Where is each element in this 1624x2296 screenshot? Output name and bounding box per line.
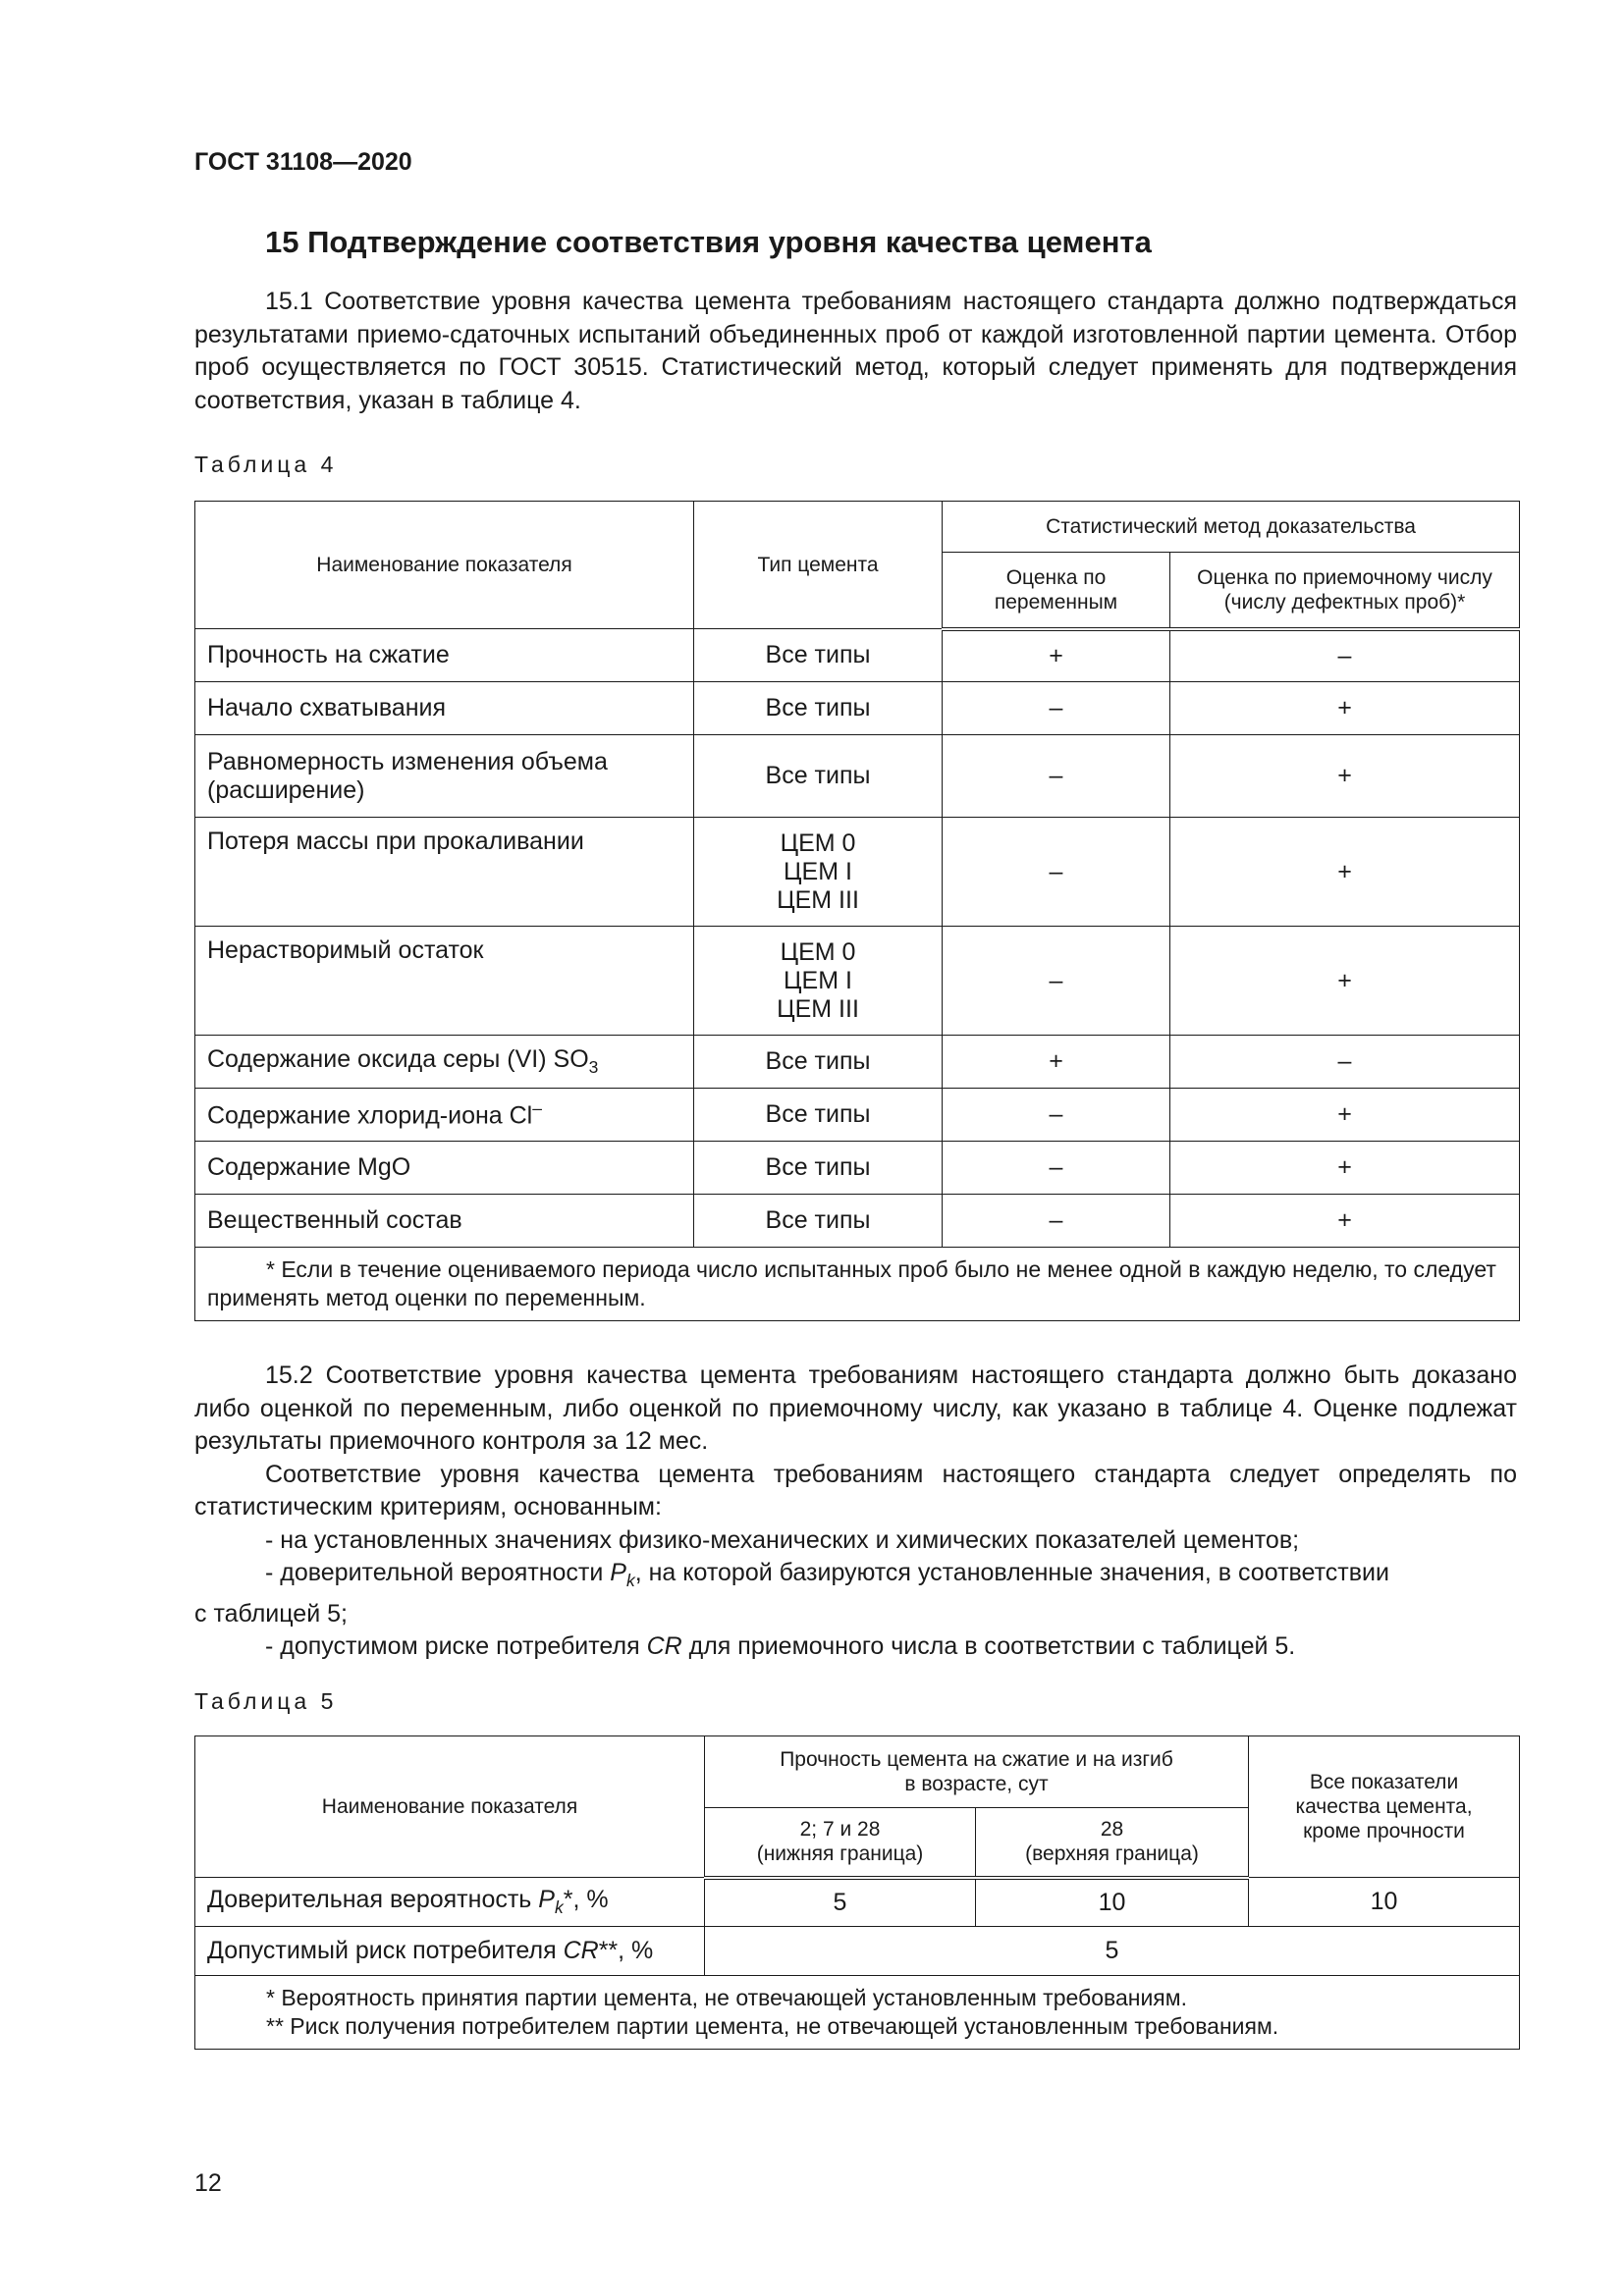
list-item-text: - доверительной вероятности	[265, 1559, 611, 1586]
t4-cell-name	[195, 1089, 694, 1142]
section-title: 15 Подтверждение соответствия уровня качества цемента	[265, 225, 1152, 259]
t4-cell-name: Начало схватывания	[195, 682, 694, 735]
t4-header-acceptance-line: (числу дефектных проб)*	[1223, 590, 1466, 614]
t4-header-variables-line: Оценка по	[1005, 565, 1107, 589]
t4-cell-acc: –	[1170, 1036, 1520, 1089]
table-row	[195, 1089, 1520, 1142]
t4-cell-type: Все типы	[694, 1089, 943, 1142]
t4-cell-type	[694, 818, 943, 927]
subscript	[555, 1897, 564, 1917]
t4-cell-name: Прочность на сжатие	[195, 629, 694, 682]
table-row	[195, 1195, 1520, 1248]
t4-header-variables	[943, 553, 1170, 629]
t5-header-high-line: (верхняя граница)	[1025, 1842, 1199, 1866]
table-row	[195, 1878, 1520, 1927]
t4-cell-name: Вещественный состав	[195, 1195, 694, 1248]
t5-cell-low: 5	[705, 1878, 976, 1927]
t4-cell-name-text: Содержание оксида серы (VI) SO	[207, 1045, 589, 1073]
paragraph-15-1-text: 15.1 Соответствие уровня качества цемента требованиям настоящего стандарта должно подтверждаться результатами приемо-сдаточных испытаний объединенных проб от каждой изготовленной партии цемента. Отбор проб осуществляется по ГОСТ 30515. Статистический метод, который следует применять для подтверждения соответствия, указан в таблице 4.	[194, 288, 1517, 414]
t5-header-low-line: (нижняя граница)	[756, 1842, 924, 1866]
t5-cell-label	[195, 1927, 705, 1976]
subscript: 3	[588, 1057, 599, 1077]
document-code: ГОСТ 31108—2020	[194, 148, 412, 176]
t4-cell-acc: –	[1170, 629, 1520, 682]
t5-cell-label-text: Доверительная вероятность	[207, 1886, 539, 1913]
table-row	[195, 1927, 1520, 1976]
t4-cell-type: Все типы	[694, 682, 943, 735]
t4-cell-var: –	[943, 818, 1170, 927]
variable-k: k	[554, 1897, 564, 1917]
table-row	[195, 1976, 1520, 2050]
t5-footnotes	[195, 1976, 1520, 2050]
table-row	[195, 818, 1520, 927]
t5-footnote: ** Риск получения потребителем партии цемента, не отвечающей установленным требованиям.	[266, 2013, 1279, 2039]
table-row	[195, 1142, 1520, 1195]
table-4-caption: Таблица 4	[194, 452, 338, 477]
paragraph-15-2	[194, 1360, 1517, 1664]
t5-header-high	[976, 1808, 1249, 1878]
t5-header-other	[1249, 1736, 1520, 1878]
t4-cell-var: –	[943, 682, 1170, 735]
list-item-text: , на которой базируются установленные значения, в соответствии	[634, 1559, 1389, 1586]
list-item-text: - допустимом риске потребителя	[265, 1632, 647, 1660]
paragraph-15-1	[194, 286, 1517, 417]
t4-cell-type	[694, 927, 943, 1036]
table-row	[195, 682, 1520, 735]
table-5	[194, 1735, 1520, 2050]
t4-cell-var: –	[943, 927, 1170, 1036]
t4-cell-type-line: ЦЕМ I	[784, 966, 852, 994]
t4-cell-type-line: ЦЕМ 0	[780, 937, 856, 966]
t4-cell-name-text: Содержание хлорид-иона Cl	[207, 1101, 533, 1130]
t4-cell-var: –	[943, 735, 1170, 818]
paragraph-15-2-text: 15.2 Соответствие уровня качества цемента требованиям настоящего стандарта должно быть доказано либо оценкой по переменным, либо оценкой по приемочному числу, как указано в таблице 4. Оценке подлежат результаты приемочного контроля за 12 мес.	[194, 1362, 1517, 1455]
t5-footnote: * Вероятность принятия партии цемента, не отвечающей установленным требованиям.	[266, 1985, 1187, 2010]
t4-cell-acc: +	[1170, 682, 1520, 735]
table-row	[195, 629, 1520, 682]
t5-header-low	[705, 1808, 976, 1878]
t5-cell-other: 10	[1249, 1878, 1520, 1927]
t5-cell-label-text: *, %	[563, 1886, 609, 1913]
t4-header-type: Тип цемента	[694, 502, 943, 629]
table-row	[195, 735, 1520, 818]
t5-header-strength	[705, 1736, 1249, 1808]
t4-cell-type-line: ЦЕМ 0	[780, 828, 856, 857]
t4-header-variables-line: переменным	[994, 590, 1118, 614]
paragraph-criteria: Соответствие уровня качества цемента требованиям настоящего стандарта следует определять по статистическим критериям, основанным:	[194, 1460, 1517, 1521]
subscript	[626, 1571, 635, 1590]
t4-cell-var: +	[943, 1036, 1170, 1089]
table-row	[195, 1248, 1520, 1321]
table-5-caption: Таблица 5	[194, 1688, 338, 1714]
t5-header-other-line: качества цемента,	[1295, 1795, 1473, 1818]
t5-cell-label-text: **, %	[598, 1937, 654, 1964]
t4-header-acceptance-line: Оценка по приемочному числу	[1197, 565, 1492, 589]
t4-cell-acc: +	[1170, 1089, 1520, 1142]
superscript: –	[532, 1098, 542, 1119]
t4-cell-acc: +	[1170, 927, 1520, 1036]
list-item	[194, 1557, 1517, 1598]
t4-cell-type-line: ЦЕМ III	[777, 994, 859, 1023]
t4-cell-type: Все типы	[694, 1142, 943, 1195]
t5-header-low-line: 2; 7 и 28	[799, 1818, 881, 1842]
variable-cr: CR	[563, 1937, 599, 1964]
t4-cell-name	[195, 1036, 694, 1089]
t4-header-acceptance	[1170, 553, 1520, 629]
variable-p: P	[538, 1886, 555, 1913]
list-item-text: для приемочного числа в соответствии с таблицей 5.	[681, 1632, 1296, 1660]
table-4	[194, 501, 1520, 1321]
t4-cell-name: Потеря массы при прокаливании	[195, 818, 694, 927]
table-row	[195, 927, 1520, 1036]
t4-cell-type-line: ЦЕМ I	[784, 857, 852, 885]
t4-cell-var: –	[943, 1142, 1170, 1195]
list-item: - на установленных значениях физико-механических и химических показателей цементов;	[265, 1525, 1300, 1554]
t5-cell-label-text: Допустимый риск потребителя	[207, 1937, 564, 1964]
variable-p: P	[610, 1559, 626, 1586]
page-number: 12	[194, 2169, 222, 2197]
t4-footnote-text: * Если в течение оцениваемого периода число испытанных проб было не менее одной в каждую неделю, то следует применять метод оценки по переменным.	[207, 1256, 1496, 1310]
t4-cell-name: Нерастворимый остаток	[195, 927, 694, 1036]
t4-header-name: Наименование показателя	[195, 502, 694, 629]
t5-cell-value: 5	[705, 1927, 1520, 1976]
t4-cell-acc: +	[1170, 1142, 1520, 1195]
table-row	[195, 1036, 1520, 1089]
t5-header-high-line: 28	[1100, 1818, 1124, 1842]
t5-cell-label	[195, 1878, 705, 1927]
list-item-continuation: с таблицей 5;	[194, 1599, 348, 1628]
t5-header-other-line: кроме прочности	[1303, 1820, 1465, 1842]
t4-cell-acc: +	[1170, 818, 1520, 927]
t4-cell-var: +	[943, 629, 1170, 682]
t4-cell-type: Все типы	[694, 1195, 943, 1248]
t5-header-strength-line: в возрасте, сут	[904, 1773, 1049, 1795]
t4-cell-type: Все типы	[694, 1036, 943, 1089]
variable-k: k	[625, 1571, 635, 1590]
t4-cell-var: –	[943, 1089, 1170, 1142]
t4-cell-type: Все типы	[694, 735, 943, 818]
t4-cell-acc: +	[1170, 1195, 1520, 1248]
list-item	[194, 1630, 1517, 1664]
t4-cell-name: Содержание MgO	[195, 1142, 694, 1195]
t4-cell-var: –	[943, 1195, 1170, 1248]
variable-cr: CR	[646, 1632, 682, 1660]
t4-cell-type: Все типы	[694, 629, 943, 682]
t4-cell-name: Равномерность изменения объема (расширение)	[195, 735, 694, 818]
t4-header-method: Статистический метод доказательства	[943, 502, 1520, 553]
t5-header-strength-line: Прочность цемента на сжатие и на изгиб	[780, 1748, 1173, 1771]
t5-cell-high: 10	[976, 1878, 1249, 1927]
t5-header-other-line: Все показатели	[1309, 1771, 1459, 1793]
t4-cell-acc: +	[1170, 735, 1520, 818]
t4-footnote	[195, 1248, 1520, 1321]
t4-cell-type-line: ЦЕМ III	[777, 885, 859, 914]
t5-header-name: Наименование показателя	[195, 1736, 705, 1878]
